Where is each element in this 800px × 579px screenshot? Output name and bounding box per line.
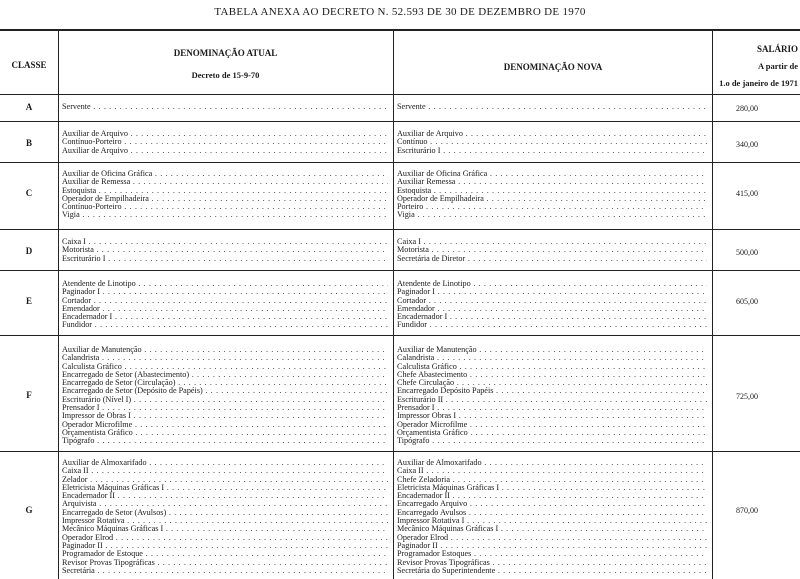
row-b-nova — [397, 130, 707, 155]
list-item: Auxiliar de Arquivo . . . — [62, 147, 388, 155]
row-g-salario: 870,00 — [736, 506, 758, 515]
row-d-nova — [397, 238, 707, 263]
list-item: Contínuo . . . — [397, 138, 707, 146]
row-a-atual — [62, 103, 388, 111]
header-classe: CLASSE — [11, 60, 47, 70]
list-item: Fundidor . . . — [397, 321, 707, 329]
list-item: Encarregado Depósito Papéis . . . — [397, 387, 707, 395]
list-item: Auxiliar de Oficina Gráfica . . . — [62, 170, 388, 178]
row-d-atual — [62, 238, 388, 263]
list-item: Secretária . . . — [62, 567, 388, 575]
list-item: Encarregado Arquivo . . . — [397, 500, 707, 508]
list-item: Caixa II . . . — [62, 467, 388, 475]
list-item: Encadernador II . . . — [397, 492, 707, 500]
list-item: Impressor de Obras I . . . — [62, 412, 388, 420]
list-item: Chefe Circulação . . . — [397, 379, 707, 387]
list-item: Servente . . . — [62, 103, 388, 111]
row-c-atual — [62, 170, 388, 220]
list-item: Calandrista . . . — [62, 354, 388, 362]
list-item: Escriturário I . . . — [397, 147, 707, 155]
list-item: Auxiliar de Manutenção . . . — [62, 346, 388, 354]
list-item: Prensador I . . . — [397, 404, 707, 412]
row-e-rule — [0, 335, 800, 336]
row-a-salario: 280,00 — [736, 104, 758, 113]
row-c-salario: 415,00 — [736, 189, 758, 198]
list-item: Auxiliar de Arquivo . . . — [62, 130, 388, 138]
list-item: Impressor Obras I . . . — [397, 412, 707, 420]
row-f-rule — [0, 451, 800, 452]
list-item: Paginador I . . . — [397, 288, 707, 296]
row-d-classe: D — [25, 246, 33, 256]
list-item: Zelador . . . — [62, 476, 388, 484]
list-item: Operador de Empilhadeira . . . — [397, 195, 707, 203]
list-item: Arquivista . . . — [62, 500, 388, 508]
row-f-salario: 725,00 — [736, 392, 758, 401]
row-f-atual — [62, 346, 388, 446]
list-item: Operador Microfilme . . . — [397, 421, 707, 429]
list-item: Motorista . . . — [62, 246, 388, 254]
header-salary-sub2: 1.o de janeiro de 1971 — [719, 78, 798, 88]
list-item: Atendente de Linotipo . . . — [397, 280, 707, 288]
list-item: Fundidor . . . — [62, 321, 388, 329]
list-item: Tipógrafo . . . — [62, 437, 388, 445]
list-item: Porteiro . . . — [397, 203, 707, 211]
list-item: Operador Elrod . . . — [62, 534, 388, 542]
list-item: Escriturário I . . . — [62, 255, 388, 263]
row-e-atual — [62, 280, 388, 330]
row-g-classe: G — [25, 505, 33, 515]
list-item: Tipógrafo . . . — [397, 437, 707, 445]
list-item: Atendente de Linotipo . . . — [62, 280, 388, 288]
list-item: Contínuo-Porteiro . . . — [62, 138, 388, 146]
list-item: Revisor Provas Tipográficas . . . — [62, 559, 388, 567]
list-item: Escriturário II . . . — [397, 396, 707, 404]
row-b-atual — [62, 130, 388, 155]
list-item: Chefe Abastecimento . . . — [397, 371, 707, 379]
list-item: Mecânico Máquinas Gráficas I . . . — [62, 525, 388, 533]
list-item: Vigia . . . — [62, 211, 388, 219]
header-old-sub: Decreto de 15-9-70 — [191, 70, 260, 80]
list-item: Auxiliar de Almoxarifado . . . — [397, 459, 707, 467]
list-item: Vigia . . . — [397, 211, 707, 219]
header-rule — [0, 94, 800, 95]
list-item: Encarregado de Setor (Circulação) . . . — [62, 379, 388, 387]
row-g-nova — [397, 459, 707, 575]
list-item: Calculista Gráfico . . . — [397, 363, 707, 371]
row-d-rule — [0, 270, 800, 271]
list-item: Encadernador I . . . — [62, 313, 388, 321]
list-item: Encadernador II . . . — [62, 492, 388, 500]
list-item: Programador de Estoque . . . — [62, 550, 388, 558]
list-item: Operador de Empilhadeira . . . — [62, 195, 388, 203]
row-f-classe: F — [26, 390, 32, 400]
list-item: Emendador . . . — [62, 305, 388, 313]
list-item: Eletricista Máquinas Gráficas I . . . — [397, 484, 707, 492]
row-b-rule — [0, 162, 800, 163]
row-c-classe: C — [25, 188, 33, 198]
list-item: Servente . . . — [397, 103, 707, 111]
list-item: Impressor Rotativa I . . . — [397, 517, 707, 525]
list-item: Auxiliar Remessa . . . — [397, 178, 707, 186]
list-item: Encarregado de Setor (Avulsos) . . . — [62, 509, 388, 517]
list-item: Caixa II . . . — [397, 467, 707, 475]
list-item: Auxiliar de Almoxarifado . . . — [62, 459, 388, 467]
list-item: Programador Estoques . . . — [397, 550, 707, 558]
list-item: Encarregado Avulsos . . . — [397, 509, 707, 517]
list-item: Auxiliar de Remessa . . . — [62, 178, 388, 186]
row-g-atual — [62, 459, 388, 575]
col-divider-2 — [393, 31, 394, 579]
list-item: Eletricista Máquinas Gráficas I . . . — [62, 484, 388, 492]
top-rule — [0, 29, 800, 31]
row-a-nova — [397, 103, 707, 111]
list-item: Encarregado de Setor (Depósito de Papéis) . . . — [62, 387, 388, 395]
list-item: Mecânico Máquinas Gráficas I . . . — [397, 525, 707, 533]
col-divider-3 — [712, 31, 713, 579]
list-item: Revisor Provas Tipográficas . . . — [397, 559, 707, 567]
list-item: Motorista . . . — [397, 246, 707, 254]
list-item: Prensador I . . . — [62, 404, 388, 412]
list-item: Auxiliar de Oficina Gráfica . . . — [397, 170, 707, 178]
list-item: Calculista Gráfico . . . — [62, 363, 388, 371]
row-a-rule — [0, 121, 800, 122]
list-item: Secretária do Superintendente . . . — [397, 567, 707, 575]
list-item: Calandrista . . . — [397, 354, 707, 362]
list-item: Auxiliar de Arquivo . . . — [397, 130, 707, 138]
list-item: Impressor Rotativa . . . — [62, 517, 388, 525]
row-f-nova — [397, 346, 707, 446]
list-item: Estoquista . . . — [397, 187, 707, 195]
list-item: Orçamentista Gráfico . . . — [397, 429, 707, 437]
list-item: Emendador . . . — [397, 305, 707, 313]
list-item: Cortador . . . — [397, 297, 707, 305]
list-item: Encadernador I . . . — [397, 313, 707, 321]
header-old-title: DENOMINAÇÃO ATUAL — [173, 48, 278, 58]
list-item: Paginador II . . . — [397, 542, 707, 550]
row-d-salario: 500,00 — [736, 248, 758, 257]
list-item: Secretária de Diretor . . . — [397, 255, 707, 263]
list-item: Operador Elrod . . . — [397, 534, 707, 542]
list-item: Operador Microfilme . . . — [62, 421, 388, 429]
list-item: Orçamentista Gráfico . . . — [62, 429, 388, 437]
list-item: Paginador I . . . — [62, 288, 388, 296]
row-b-salario: 340,00 — [736, 140, 758, 149]
list-item: Caixa I . . . — [62, 238, 388, 246]
row-e-nova — [397, 280, 707, 330]
header-new-title: DENOMINAÇÃO NOVA — [503, 62, 603, 72]
row-e-salario: 605,00 — [736, 297, 758, 306]
table-title: TABELA ANEXA AO DECRETO N. 52.593 DE 30 DE DEZEMBRO DE 1970 — [214, 6, 586, 18]
list-item: Estoquista . . . — [62, 187, 388, 195]
row-c-rule — [0, 229, 800, 230]
list-item: Cortador . . . — [62, 297, 388, 305]
list-item: Escriturário (Nível I) . . . — [62, 396, 388, 404]
list-item: Auxiliar de Manutenção . . . — [397, 346, 707, 354]
col-divider-1 — [58, 31, 59, 579]
list-item: Caixa I . . . — [397, 238, 707, 246]
header-salary-sub1: A partir de — [758, 61, 798, 71]
header-salary-title: SALÁRIO — [756, 44, 798, 54]
row-c-nova — [397, 170, 707, 220]
row-b-classe: B — [25, 138, 32, 148]
row-a-classe: A — [25, 102, 33, 112]
list-item: Contínuo-Porteiro . . . — [62, 203, 388, 211]
list-item: Chefe Zeladoria . . . — [397, 476, 707, 484]
list-item: Encarregado de Setor (Abastecimento) . . . — [62, 371, 388, 379]
list-item: Paginador II . . . — [62, 542, 388, 550]
row-e-classe: E — [25, 296, 32, 306]
